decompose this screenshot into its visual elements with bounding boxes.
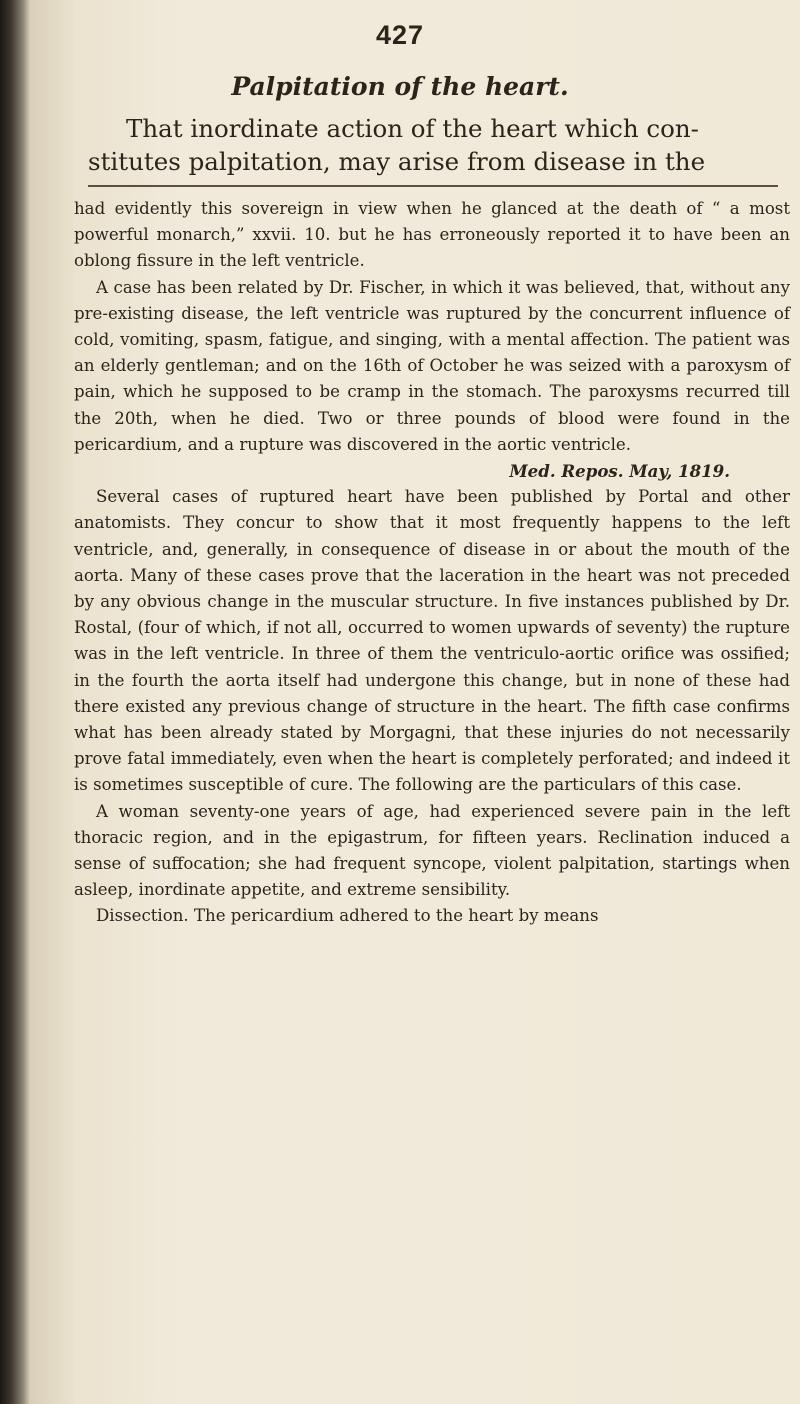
footnote-paragraph: A case has been related by Dr. Fischer, in which it was believed, that, without any pre-existing disease, the left ventricle was ruptured by the concurrent influence of cold, vomiting, spasm, fatigue, and singing, with a mental affection. The patient was an elderly gentleman; and on the 16th of October he was seized with a paroxysm of pain, which he supposed to be cramp in the stomach. The paroxysms recurred till the 20th, when he died. Two or three pounds of blood were found in the pericardium, and a rupture was discovered in the aortic ventricle. — [74, 277, 790, 454]
footnote-paragraph: had evidently this sovereign in view when he glanced at the death of “ a most powerful monarch,” xxvii. 10. but he has erroneously reported it to have been an oblong fissure in the left ventricle. — [74, 199, 790, 271]
lead-paragraph — [88, 112, 778, 178]
book-binding-edge — [0, 0, 30, 1404]
footnote-block — [74, 196, 790, 930]
page-number: 427 — [375, 20, 425, 50]
footnote-paragraph: A woman seventy-one years of age, had experienced severe pain in the left thoracic region, and in the epigastrum, for fifteen years. Reclination induced a sense of suffocation; she had frequent syncope, violent palpitation, startings when asleep, inordinate appetite, and extreme sensibility. — [74, 801, 790, 900]
footnote-divider — [88, 185, 778, 187]
lead-line-1: That inordinate action of the heart which con- — [126, 114, 699, 143]
footnote-paragraph: Several cases of ruptured heart have been published by Portal and other anatomists. They concur to show that it most frequently happens to the left ventricle, and, generally, in consequence of disease in or about the mouth of the aorta. Many of these cases prove that the laceration in the heart was not preceded by any obvious change in the muscular structure. In five instances published by Dr. Rostal, (four of which, if not all, occurred to women upwards of seventy) the rupture was in the left ventricle. In three of them the ventriculo-aortic orifice was ossified; in the fourth the aorta itself had undergone this change, but in none of these had there existed any previous change of structure in the heart. The fifth case confirms what has been already stated by Morgagni, that these injuries do not necessarily prove fatal immediately, even when the heart is completely perforated; and indeed it is sometimes susceptible of cure. The following are the particulars of this case. — [74, 487, 790, 795]
footnote-paragraph: Dissection. The pericardium adhered to the heart by means — [96, 906, 599, 926]
citation: Med. Repos. May, 1819. — [509, 461, 730, 482]
section-heading: Palpitation of the heart. — [231, 72, 569, 101]
lead-line-2: stitutes palpitation, may arise from disease in the — [88, 147, 706, 176]
